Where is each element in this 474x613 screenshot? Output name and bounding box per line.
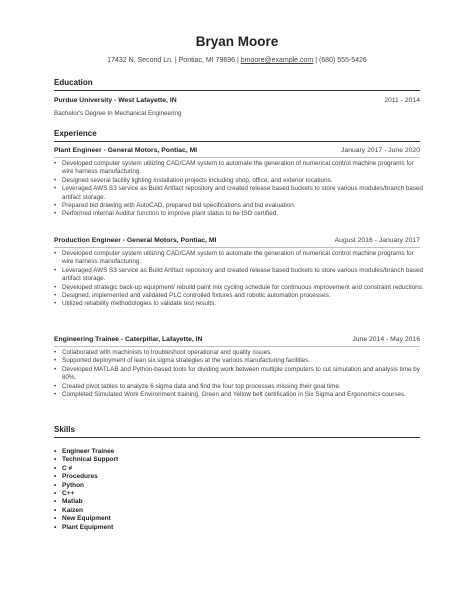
address: 17432 N. Second Ln. | Pontiac, MI 79696 | — [107, 57, 241, 64]
phone: | (680) 555-5426 — [313, 57, 367, 64]
list-item: • Developed computer system utilizing CAD/CAM system to automate the generation of numerical control machine programs for wire harness manufacturing. — [54, 160, 424, 177]
list-item: • Engineer Trainee — [54, 448, 254, 456]
job-dates: June 2014 - May 2016 — [352, 336, 420, 343]
list-item: • C # — [54, 465, 254, 473]
list-item: • Leveraged AWS S3 service as Build Artifact repository and created release based buckets to store various modules/branch based artifact storage. — [54, 185, 424, 202]
experience-heading: Experience — [54, 129, 97, 138]
list-item: • Procedures — [54, 473, 254, 481]
list-item: • Supported deployment of lean six sigma strategies at the various manufacturing facilities. — [54, 357, 424, 365]
education-dates: 2011 - 2014 — [384, 97, 420, 104]
degree: Bachelor's Degree In Mechanical Engineering — [54, 110, 182, 117]
list-item: • Developed strategic back-up equipment/ rebuild paint mix cycling schedule for continuous improvement and constraint reductions. — [54, 284, 424, 292]
list-item: • Python — [54, 482, 254, 490]
job-title: Production Engineer - General Motors, Pontiac, MI — [54, 237, 217, 244]
list-item: • Collaborated with machinists to troubleshoot operational and quality issues. — [54, 349, 424, 357]
list-item: • New Equipment — [54, 515, 254, 523]
contact-line — [0, 57, 474, 64]
education-divider — [54, 90, 420, 91]
list-item: • Matlab — [54, 498, 254, 506]
list-item: • Designed several facility lighting installation projects including shop, office, and exterior locations. — [54, 177, 424, 185]
list-item: • Leveraged AWS S3 service as Build Artifact repository and created release based buckets to store various modules/branch based artifact storage. — [54, 267, 424, 284]
job-divider — [54, 247, 420, 248]
skills-divider — [54, 437, 420, 438]
list-item: • Created pivot tables to analyze 6 sigma data and find the four top processes missing their goal time. — [54, 383, 424, 391]
list-item: • C++ — [54, 490, 254, 498]
list-item: • Prepared bid drawing with AutoCAD, prepared bid specifications and bid evaluation. — [54, 202, 424, 210]
job-dates: January 2017 - June 2020 — [341, 147, 420, 154]
school-name: Purdue University - West Lafayette, IN — [54, 97, 177, 104]
list-item: • Plant Equipment — [54, 524, 254, 532]
list-item: • Developed computer system utilizing CAD/CAM system to automate the generation of numerical control machine programs for wire harness manufacturing. — [54, 250, 424, 267]
job-title: Plant Engineer - General Motors, Pontiac, MI — [54, 147, 198, 154]
job-divider — [54, 157, 420, 158]
education-heading: Education — [54, 78, 93, 87]
skills-heading: Skills — [54, 425, 75, 434]
list-item: • Completed Simulated Work Environment training, Green and Yellow belt certification in Six Sigma and Ergonomics courses. — [54, 391, 424, 399]
list-item: • Performed internal Auditor function to improve plant status to be ISO certified. — [54, 210, 424, 218]
job-bullets — [54, 160, 424, 219]
list-item: • Utilized reliability methodologies to validate test results. — [54, 300, 424, 308]
job-bullets — [54, 349, 424, 399]
skills-list — [54, 448, 254, 532]
list-item: • Kaizen — [54, 507, 254, 515]
list-item: • Developed MATLAB and Python-based tools for dividing work between multiple computers to cut simulation and analysis time by 80%. — [54, 366, 424, 383]
job-dates: August 2016 - January 2017 — [334, 237, 420, 244]
email-link[interactable]: bmoore@example.com — [240, 57, 314, 64]
job-divider — [54, 346, 420, 347]
list-item: • Designed, implemented and validated PLC controlled fixtures and robotic automation processes. — [54, 292, 424, 300]
job-bullets — [54, 250, 424, 309]
list-item: • Technical Support — [54, 456, 254, 464]
job-title: Engineering Trainee - Caterpillar, Lafayette, IN — [54, 336, 203, 343]
experience-divider — [54, 141, 420, 142]
candidate-name: Bryan Moore — [195, 34, 279, 49]
